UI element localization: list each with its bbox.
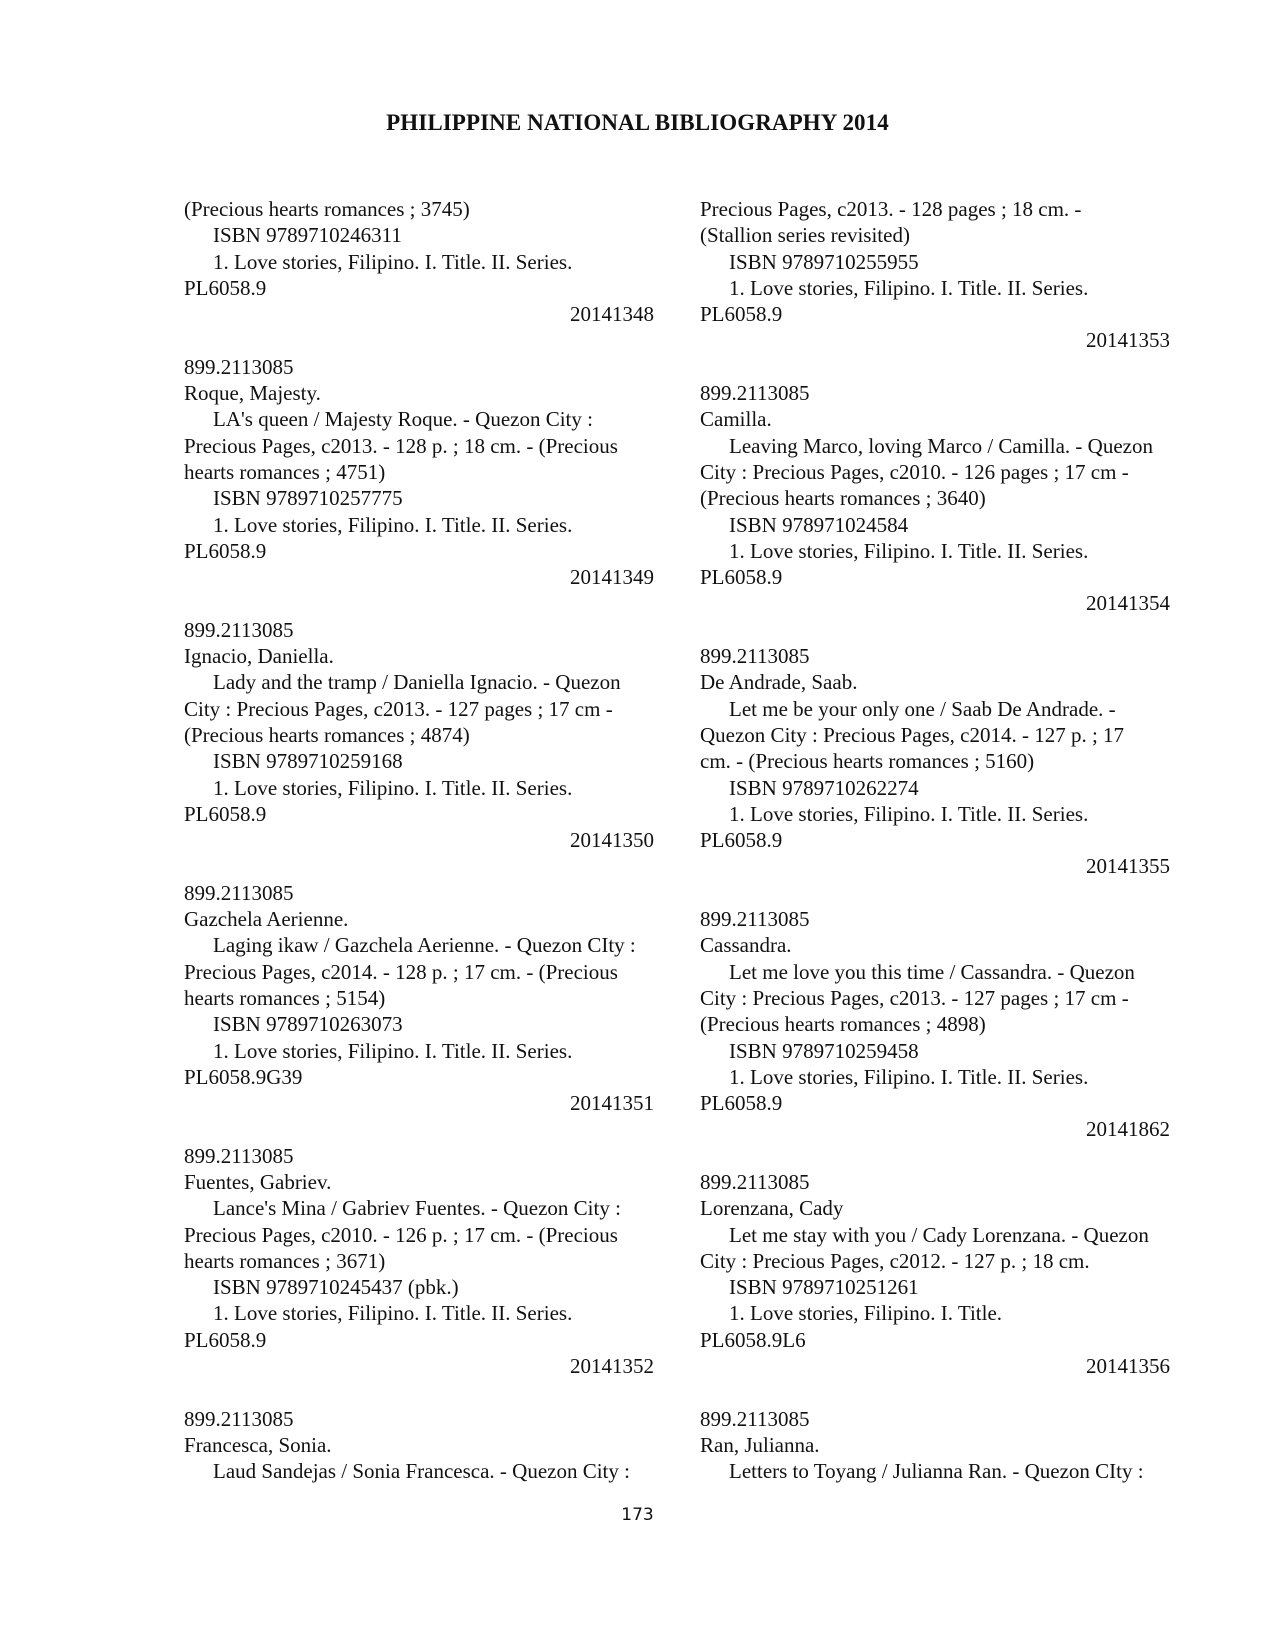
entry-line: 1. Love stories, Filipino. I. Title. — [729, 1301, 1003, 1326]
record-number: 20141355 — [1086, 854, 1170, 879]
entry-line: 1. Love stories, Filipino. I. Title. II. Series. — [213, 249, 573, 274]
entry-line: 899.2113085 — [184, 617, 294, 642]
entry-line: ISBN 9789710259168 — [213, 749, 403, 774]
record-number: 20141352 — [570, 1354, 654, 1379]
entry-line: Precious Pages, c2013. - 128 pages ; 18 cm. - — [700, 197, 1082, 221]
record-number: 20141353 — [1086, 328, 1170, 353]
entry-line: ISBN 9789710263073 — [213, 1012, 403, 1037]
page-title: PHILIPPINE NATIONAL BIBLIOGRAPHY 2014 — [386, 110, 889, 135]
entry-line: De Andrade, Saab. — [700, 670, 858, 695]
entry-line: Ignacio, Daniella. — [184, 644, 334, 669]
page-number: 173 — [621, 1505, 654, 1525]
entry-line: Cassandra. — [700, 933, 792, 958]
record-number: 20141862 — [1086, 1117, 1170, 1142]
entry-line: (Precious hearts romances ; 3745) — [184, 197, 470, 221]
entry-line: Precious Pages, c2013. - 128 p. ; 18 cm. - (Precious — [184, 433, 618, 458]
entry-line: ISBN 9789710245437 (pbk.) — [213, 1275, 459, 1300]
entry-line: (Precious hearts romances ; 3640) — [700, 486, 986, 511]
entry-spacer — [184, 1116, 654, 1142]
entry-line: Francesca, Sonia. — [184, 1432, 332, 1457]
entry-line: 899.2113085 — [700, 644, 810, 669]
record-number: 20141351 — [570, 1091, 654, 1116]
entry-line: Lady and the tramp / Daniella Ignacio. - Quezon — [213, 670, 621, 695]
entry-spacer — [184, 590, 654, 616]
record-number: 20141348 — [570, 302, 654, 327]
entry-line: ISBN 9789710262274 — [729, 775, 919, 800]
entry-line: Lorenzana, Cady — [700, 1196, 844, 1221]
entry-line: ISBN 9789710257775 — [213, 486, 403, 511]
entry-line: 1. Love stories, Filipino. I. Title. II. Series. — [213, 1038, 573, 1063]
entry-line: 1. Love stories, Filipino. I. Title. II. Series. — [729, 1064, 1089, 1089]
entry-line: Laging ikaw / Gazchela Aerienne. - Quezon CIty : — [213, 933, 636, 958]
entry-line: ISBN 9789710251261 — [729, 1275, 919, 1300]
entry-line: (Precious hearts romances ; 4874) — [184, 722, 470, 747]
entry-line: Laud Sandejas / Sonia Francesca. - Quezon City : — [213, 1459, 630, 1484]
entry-line: LA's queen / Majesty Roque. - Quezon City : — [213, 407, 593, 432]
entry-line: Precious Pages, c2010. - 126 p. ; 17 cm. - (Precious — [184, 1222, 618, 1247]
entry-line: 899.2113085 — [184, 880, 294, 905]
right-column — [700, 196, 1170, 1485]
record-number: 20141350 — [570, 828, 654, 853]
entry-line: Ran, Julianna. — [700, 1432, 820, 1457]
entry-line: PL6058.9 — [184, 1327, 267, 1352]
entry-line: 1. Love stories, Filipino. I. Title. II. Series. — [213, 1301, 573, 1326]
entry-line: PL6058.9 — [184, 538, 267, 563]
entry-line: City : Precious Pages, c2010. - 126 pages ; 17 cm - — [700, 459, 1129, 484]
entry-line: City : Precious Pages, c2013. - 127 pages ; 17 cm - — [700, 985, 1129, 1010]
entry-line: PL6058.9 — [184, 801, 267, 826]
entry-line: Leaving Marco, loving Marco / Camilla. - Quezon — [729, 433, 1153, 458]
entry-spacer — [700, 1379, 1170, 1405]
entry-spacer — [700, 354, 1170, 380]
record-number: 20141349 — [570, 565, 654, 590]
entry-line: 1. Love stories, Filipino. I. Title. II. Series. — [213, 775, 573, 800]
entry-line: 899.2113085 — [184, 354, 294, 379]
left-column — [184, 196, 654, 1485]
entry-spacer — [700, 880, 1170, 906]
entry-line: Camilla. — [700, 407, 772, 432]
entry-line: ISBN 978971024584 — [729, 512, 909, 537]
entry-line: Let me love you this time / Cassandra. - Quezon — [729, 959, 1135, 984]
record-number: 20141354 — [1086, 591, 1170, 616]
entry-line: (Stallion series revisited) — [700, 223, 910, 248]
entry-line: cm. - (Precious hearts romances ; 5160) — [700, 749, 1035, 774]
entry-line: PL6058.9 — [184, 275, 267, 300]
entry-line: PL6058.9L6 — [700, 1327, 806, 1352]
entry-line: 899.2113085 — [700, 1169, 810, 1194]
entry-line: Letters to Toyang / Julianna Ran. - Quezon CIty : — [729, 1459, 1144, 1484]
entry-line: Gazchela Aerienne. — [184, 907, 349, 932]
entry-line: 899.2113085 — [184, 1406, 294, 1431]
entry-line: City : Precious Pages, c2013. - 127 pages ; 17 cm - — [184, 696, 613, 721]
entry-line: PL6058.9G39 — [184, 1064, 303, 1089]
entry-line: PL6058.9 — [700, 1091, 783, 1116]
entry-line: 1. Love stories, Filipino. I. Title. II. Series. — [213, 512, 573, 537]
entry-line: hearts romances ; 3671) — [184, 1248, 386, 1273]
entry-line: ISBN 9789710246311 — [213, 223, 402, 248]
entry-line: 1. Love stories, Filipino. I. Title. II. Series. — [729, 538, 1089, 563]
entry-line: 1. Love stories, Filipino. I. Title. II. Series. — [729, 275, 1089, 300]
entry-line: Let me be your only one / Saab De Andrade. - — [729, 696, 1116, 721]
entry-line: ISBN 9789710255955 — [729, 249, 919, 274]
entry-spacer — [184, 1379, 654, 1405]
entry-line: 1. Love stories, Filipino. I. Title. II. Series. — [729, 801, 1089, 826]
entry-line: hearts romances ; 5154) — [184, 985, 386, 1010]
entry-line: PL6058.9 — [700, 565, 783, 590]
entry-line: 899.2113085 — [184, 1143, 294, 1168]
entry-spacer — [184, 853, 654, 879]
entry-line: City : Precious Pages, c2012. - 127 p. ; 18 cm. — [700, 1248, 1090, 1273]
entry-line: Fuentes, Gabriev. — [184, 1169, 332, 1194]
entry-line: 899.2113085 — [700, 907, 810, 932]
record-number: 20141356 — [1086, 1354, 1170, 1379]
entry-line: hearts romances ; 4751) — [184, 459, 386, 484]
entry-line: PL6058.9 — [700, 828, 783, 853]
entry-line: Roque, Majesty. — [184, 381, 321, 406]
entry-line: 899.2113085 — [700, 1406, 810, 1431]
entry-spacer — [700, 1143, 1170, 1169]
entry-spacer — [184, 327, 654, 353]
entry-line: ISBN 9789710259458 — [729, 1038, 919, 1063]
entry-line: 899.2113085 — [700, 381, 810, 406]
entry-line: Precious Pages, c2014. - 128 p. ; 17 cm. - (Precious — [184, 959, 618, 984]
entry-line: Lance's Mina / Gabriev Fuentes. - Quezon City : — [213, 1196, 621, 1221]
entry-line: Let me stay with you / Cady Lorenzana. - Quezon — [729, 1222, 1149, 1247]
entry-line: (Precious hearts romances ; 4898) — [700, 1012, 986, 1037]
entry-line: Quezon City : Precious Pages, c2014. - 127 p. ; 17 — [700, 722, 1125, 747]
entry-line: PL6058.9 — [700, 302, 783, 327]
entry-spacer — [700, 617, 1170, 643]
